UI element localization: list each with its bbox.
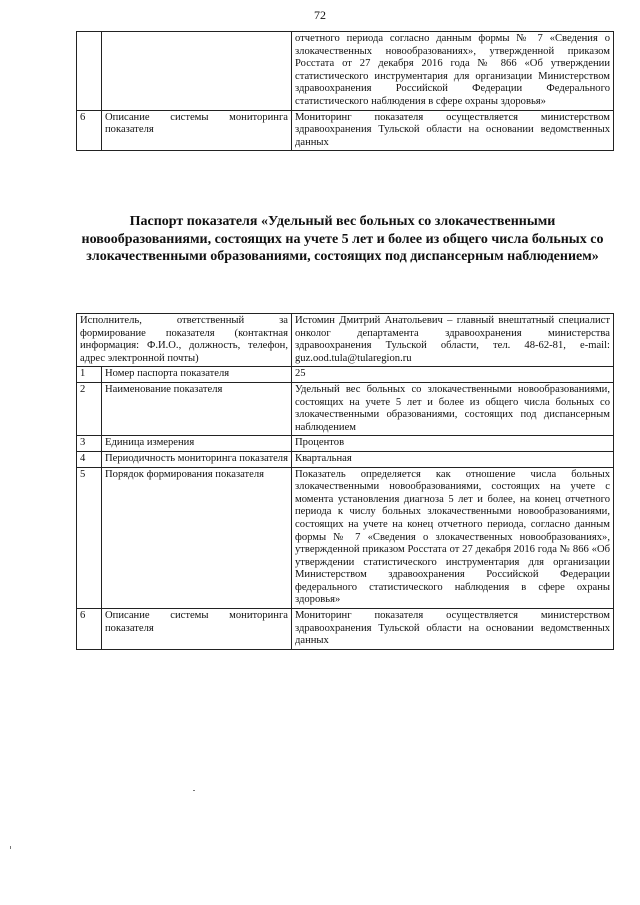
row-number: 4 [77,451,102,467]
continued-passport-table [76,31,614,151]
section-title: Паспорт показателя «Удельный вес больных со злокачественными новообразованиями, состоящих на учете 5 лет и более из общего числа больных со злокачественными образованиями, состоящих под диспансерным наблюдением» [81,214,604,264]
row-number: 5 [77,467,102,609]
row-number: 1 [77,367,102,383]
row-label: Порядок формирования показателя [102,467,292,609]
table-row [77,110,614,151]
row-label: Описание системы мониторинга показателя [102,110,292,151]
row-label: Наименование показателя [102,382,292,435]
table-row [77,382,614,435]
row-value: отчетного периода согласно данным формы № 7 «Сведения о злокачественных новообразованиях», утвержденной приказом Росстата от 27 декабря 2016 года № 866 «Об утверждении статистического инструментария для организации Министерством здравоохранения Российской Федерации Федерального статистического наблюдения в сфере охраны здоровья» [292,32,614,111]
row-value: Квартальная [292,451,614,467]
table-row [77,467,614,609]
row-number: 2 [77,382,102,435]
scan-speck [193,790,195,791]
row-label: Номер паспорта показателя [102,367,292,383]
scan-speck [10,846,11,849]
table-row [77,32,614,111]
table-row [77,451,614,467]
row-label [102,32,292,111]
table-row [77,436,614,452]
row-label: Единица измерения [102,436,292,452]
row-value: Мониторинг показателя осуществляется министерством здравоохранения Тульской области на основании ведомственных данных [292,110,614,151]
table-row [77,367,614,383]
row-value: Удельный вес больных со злокачественными новообразованиями, состоящих на учете 5 лет и более из общего числа больных со злокачественными образованиями, состоящих под диспансерным наблюдением [292,382,614,435]
row-number: 6 [77,609,102,650]
row-label: Описание системы мониторинга показателя [102,609,292,650]
row-value: Процентов [292,436,614,452]
responsible-label: Исполнитель, ответственный за формирование показателя (контактная информация: Ф.И.О., должность, телефон, адрес электронной почты) [77,314,292,367]
row-label: Периодичность мониторинга показателя [102,451,292,467]
page-number: 72 [314,8,326,22]
row-value: Показатель определяется как отношение числа больных злокачественными новообразованиями, состоящих на учете с момента установления диагноза 5 лет и более, на конец отчетного периода к числу больных злокачественными новообразованиями, состоящих на учете на конец отчетного периода, согласно данным формы № 7 «Сведения о злокачественных новообразованиях», утвержденной приказом Росстата от 27 декабря 2016 года № 866 «Об утверждении статистического инструментария для организации Министерством здравоохранения Российской Федерации федерального статистического наблюдения в сфере охраны здоровья» [292,467,614,609]
row-number: 6 [77,110,102,151]
table-row [77,314,614,367]
row-value: Мониторинг показателя осуществляется министерством здравоохранения Тульской области на основании ведомственных данных [292,609,614,650]
table-row [77,609,614,650]
row-number: 3 [77,436,102,452]
row-number [77,32,102,111]
responsible-value: Истомин Дмитрий Анатольевич – главный внештатный специалист онколог департамента здравоохранения министерства здравоохранения Тульской области, тел. 48-62-81, e-mail: guz.ood.tula@tularegion.ru [292,314,614,367]
row-value: 25 [292,367,614,383]
indicator-passport-table [76,313,614,650]
